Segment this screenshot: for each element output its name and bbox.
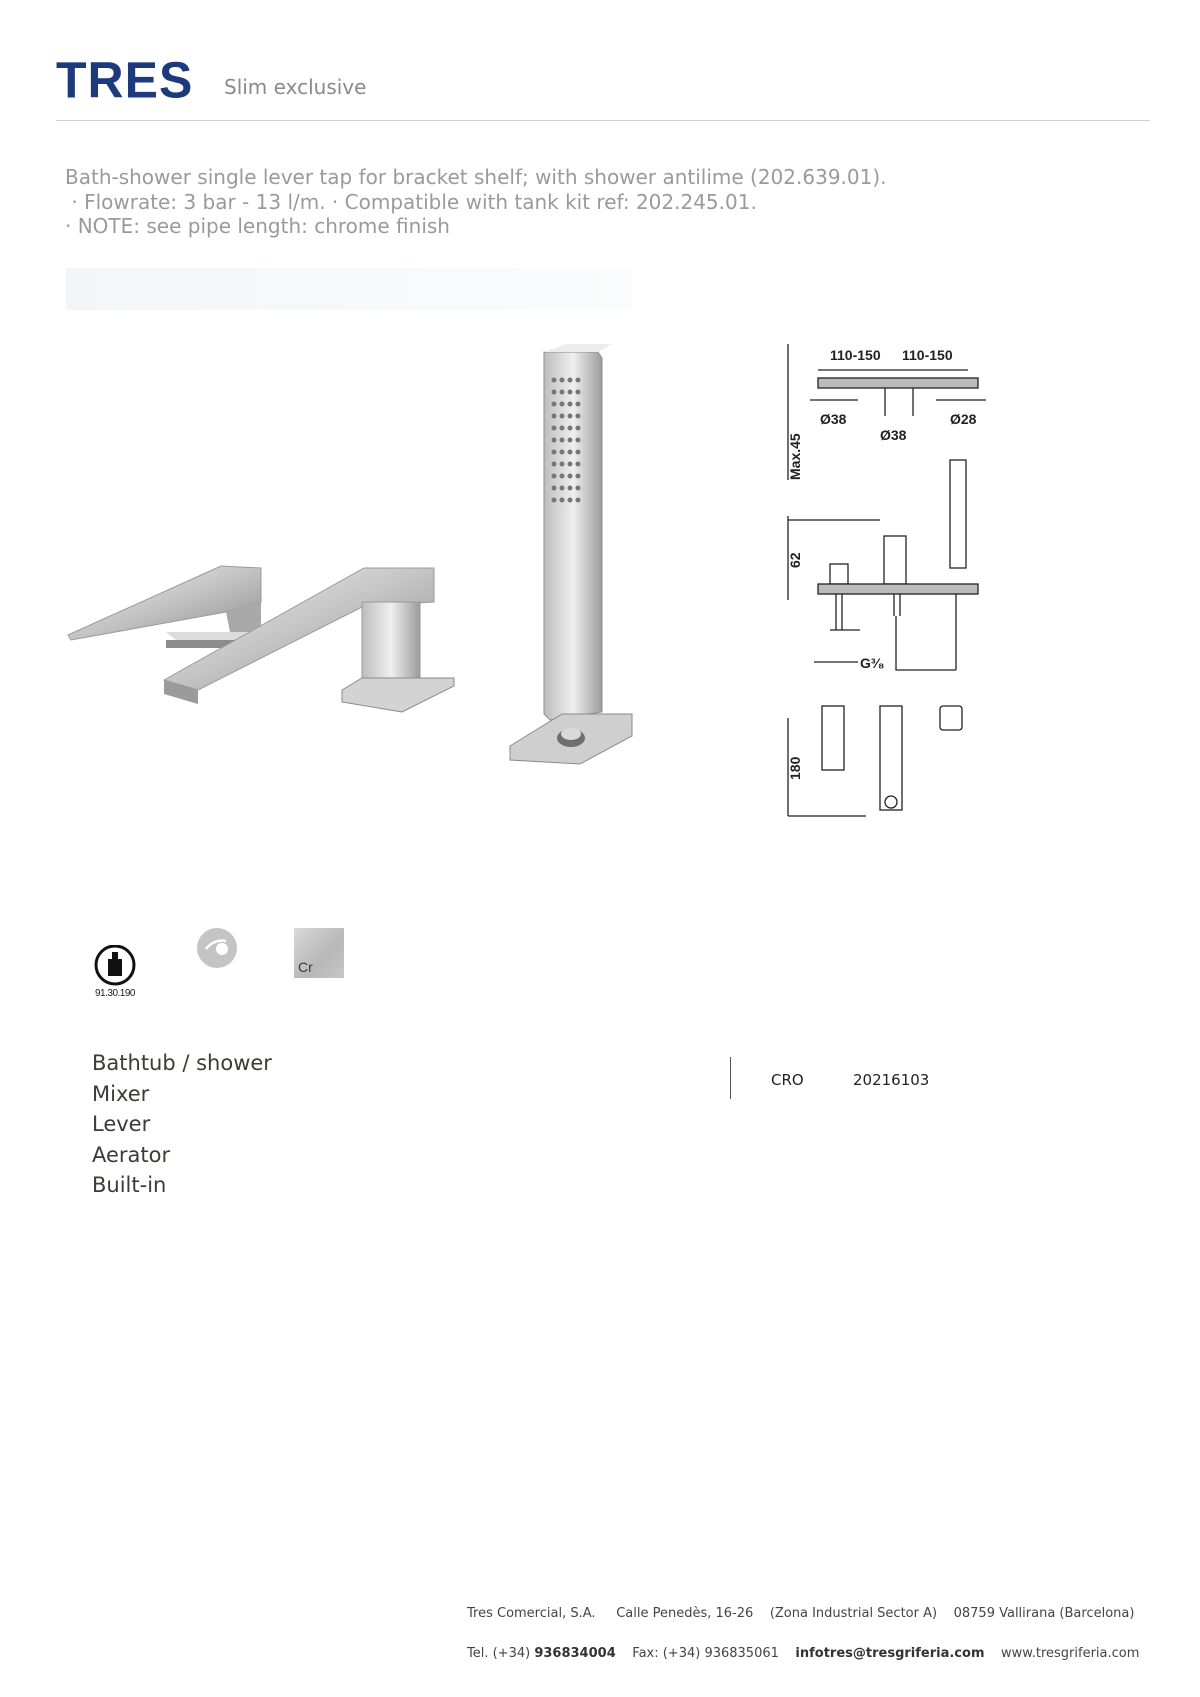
dim-top-a: 110-150 [830, 347, 881, 363]
address-street: Calle Penedès, 16-26 [616, 1606, 754, 1621]
email-link[interactable]: infotres@tresgriferia.com [795, 1646, 985, 1661]
dim-180: 180 [787, 756, 803, 780]
reference-number: 20216103 [853, 1071, 930, 1089]
website-link[interactable]: www.tresgriferia.com [1001, 1646, 1140, 1661]
dia-mid: Ø38 [880, 427, 907, 443]
dim-max-height: Max.45 [787, 433, 803, 480]
thread-size: G³⁄₈ [860, 655, 885, 671]
shower-antilime-icon [196, 927, 238, 969]
feature-item: Built-in [92, 1173, 167, 1197]
collection-name: Slim exclusive [224, 75, 367, 99]
product-codes [730, 1057, 930, 1099]
description-line-1: Bath-shower single lever tap for bracket shelf; with shower antilime (202.639.01). [65, 165, 887, 189]
feature-item: Bathtub / shower [92, 1051, 272, 1075]
description-line-3: · NOTE: see pipe length: chrome finish [65, 214, 450, 238]
tel-label: Tel. (+34) [467, 1646, 535, 1661]
company-name: Tres Comercial, S.A. [467, 1606, 596, 1621]
cartridge-code: 91.30.190 [95, 988, 135, 999]
page-footer [467, 1584, 1139, 1684]
brand-logo: TRES [56, 51, 194, 109]
shade-band [66, 268, 632, 310]
page-header [56, 51, 1150, 121]
address-zone: (Zona Industrial Sector A) [769, 1606, 938, 1621]
description-line-2: · Flowrate: 3 bar - 13 l/m. · Compatible with tank kit ref: 202.245.01. [65, 189, 757, 214]
tel-number: 936834004 [534, 1646, 616, 1661]
feature-item: Aerator [92, 1142, 171, 1167]
product-description [65, 165, 1005, 239]
address-city: 08759 Vallirana (Barcelona) [953, 1606, 1135, 1621]
dim-top-b: 110-150 [902, 347, 953, 363]
dia-left: Ø38 [820, 411, 847, 427]
dim-62: 62 [787, 552, 803, 568]
dia-right: Ø28 [950, 411, 977, 427]
finish-code: Cr [298, 959, 313, 975]
feature-item: Mixer [92, 1081, 150, 1106]
finish-abbrev: CRO [771, 1071, 804, 1089]
technical-drawing [770, 340, 990, 840]
finish-swatch-chrome [294, 928, 344, 978]
feature-item: Lever [92, 1112, 151, 1136]
feature-list [92, 1048, 272, 1201]
product-image [66, 340, 646, 800]
fax-number: Fax: (+34) 936835061 [632, 1646, 779, 1661]
